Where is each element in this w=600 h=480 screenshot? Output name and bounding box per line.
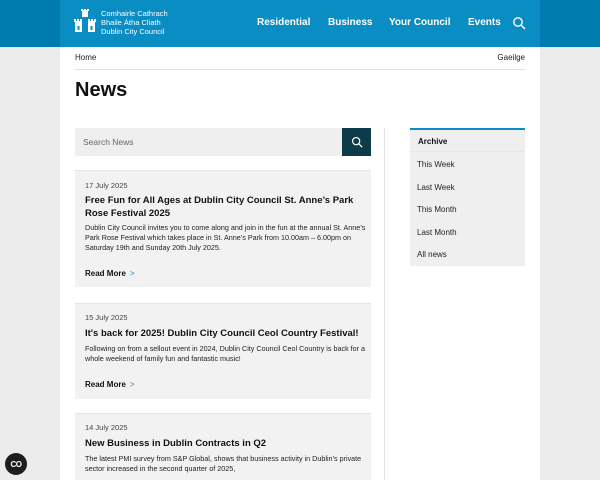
news-title[interactable]: New Business in Dublin Contracts in Q2 xyxy=(85,438,267,449)
news-summary: The latest PMI survey from S&P Global, shows that business activity in Dublin’s private sector increased in the second quarter of 2025, xyxy=(85,454,362,473)
logo-line-english: Dublin City Council xyxy=(101,27,165,36)
news-card xyxy=(75,303,371,399)
logo-line-irish-1: Comhairle Cathrach xyxy=(101,9,168,18)
read-more-link[interactable] xyxy=(85,380,135,389)
news-date: 15 July 2025 xyxy=(85,313,128,322)
news-title[interactable]: Free Fun for All Ages at Dublin City Council St. Anne’s Park Rose Festival 2025 xyxy=(85,195,354,219)
news-date: 14 July 2025 xyxy=(85,423,128,432)
nav-business[interactable]: Business xyxy=(328,17,373,28)
news-date: 17 July 2025 xyxy=(85,181,128,190)
column-divider xyxy=(384,128,385,480)
news-card xyxy=(75,413,371,480)
nav-events[interactable]: Events xyxy=(468,17,501,28)
archive-last-week[interactable]: Last Week xyxy=(417,183,455,192)
archive-all-news[interactable]: All news xyxy=(417,250,447,259)
search-icon[interactable] xyxy=(512,16,526,30)
read-more-label: Read More xyxy=(85,269,126,278)
logo-text xyxy=(101,9,168,36)
main-content xyxy=(60,47,540,480)
archive-this-month[interactable]: This Month xyxy=(417,205,457,214)
search-input[interactable] xyxy=(75,128,343,156)
news-title[interactable]: It's back for 2025! Dublin City Council Ceol Country Festival! xyxy=(85,328,359,339)
cookie-icon: CO xyxy=(10,459,22,469)
news-card xyxy=(75,170,371,287)
castles-logo-icon xyxy=(74,9,96,35)
search-submit-button[interactable] xyxy=(342,128,371,156)
logo-line-irish-2: Bhaile Átha Cliath xyxy=(101,18,161,27)
breadcrumb-divider xyxy=(75,69,525,70)
breadcrumb-home[interactable]: Home xyxy=(75,53,97,62)
read-more-label: Read More xyxy=(85,380,126,389)
cookie-settings-button[interactable] xyxy=(5,453,27,475)
site-header xyxy=(0,0,600,47)
archive-panel xyxy=(410,128,525,266)
archive-this-week[interactable]: This Week xyxy=(417,160,455,169)
site-logo[interactable] xyxy=(74,9,184,39)
search-submit-icon xyxy=(351,136,363,148)
language-toggle[interactable]: Gaeilge xyxy=(497,53,525,62)
chevron-right-icon: > xyxy=(129,380,135,389)
search-field xyxy=(75,128,343,156)
header-inner xyxy=(60,0,540,47)
news-summary: Dublin City Council invites you to come along and join in the fun at the annual St. Anne’s Park Rose Festival which takes place in St. Anne’s Park from 10.00am – 6.00pm on Saturday 19th and Sunday 20th July 2025. xyxy=(85,223,366,252)
archive-last-month[interactable]: Last Month xyxy=(417,228,457,237)
page-title: News xyxy=(75,79,128,101)
chevron-right-icon: > xyxy=(129,269,135,278)
nav-your-council[interactable]: Your Council xyxy=(389,17,451,28)
nav-residential[interactable]: Residential xyxy=(257,17,311,28)
archive-divider xyxy=(410,151,525,152)
news-summary: Following on from a sellout event in 2024, Dublin City Council Ceol Country is back for a whole weekend of family fun and fantastic music! xyxy=(85,344,366,363)
archive-heading: Archive xyxy=(418,137,448,146)
read-more-link[interactable] xyxy=(85,269,135,278)
